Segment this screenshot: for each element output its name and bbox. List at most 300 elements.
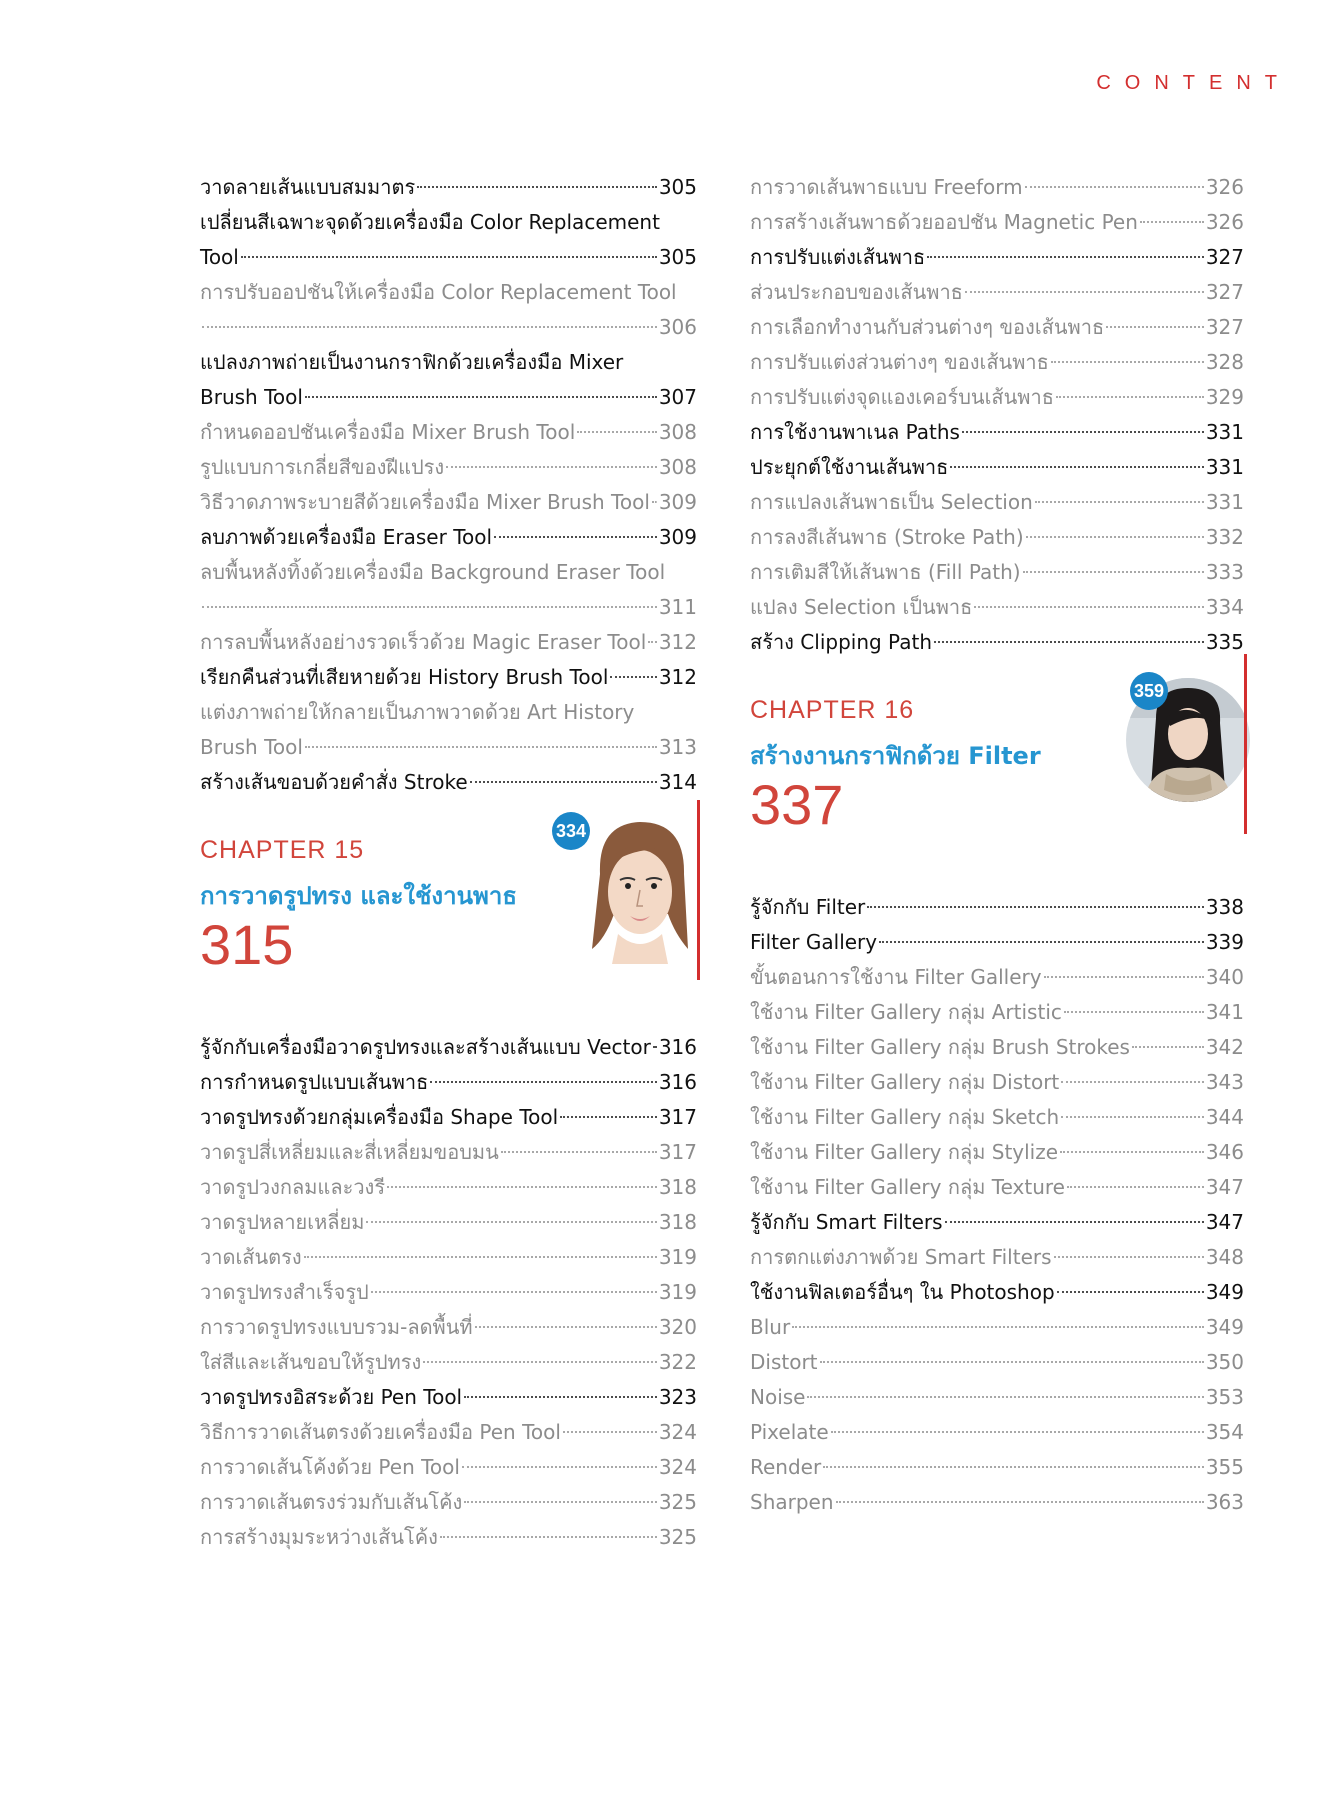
toc-entry: [750, 1100, 1244, 1135]
entry-row: [750, 450, 1244, 485]
entry-page-number: 316: [658, 1070, 697, 1094]
accent-bar: [697, 800, 700, 980]
toc-entry: [200, 1240, 697, 1275]
entry-row: [200, 310, 697, 345]
entry-title: Noise: [750, 1385, 806, 1409]
toc-entry: [750, 590, 1244, 625]
entry-row: [200, 1240, 697, 1275]
dot-leader: [974, 606, 1203, 608]
entry-title: การแปลงเส้นพาธเป็น Selection: [750, 490, 1033, 514]
dot-leader: [475, 1326, 657, 1328]
entry-row: [750, 1205, 1244, 1240]
dot-leader: [648, 641, 657, 643]
chapter-16-block: [750, 660, 1244, 890]
toc-entry: [200, 485, 697, 520]
entry-page-number: 341: [1205, 1000, 1244, 1024]
entry-title: ใช้งานฟิลเตอร์อื่นๆ ใน Photoshop: [750, 1280, 1055, 1304]
entry-list: [750, 890, 1244, 1520]
dot-leader: [462, 1466, 657, 1468]
entry-title: Tool: [200, 245, 239, 269]
entry-page-number: 353: [1205, 1385, 1244, 1409]
entry-page-number: 344: [1205, 1105, 1244, 1129]
entry-page-number: 305: [658, 245, 697, 269]
dot-leader: [1132, 1046, 1204, 1048]
entry-page-number: 327: [1205, 245, 1244, 269]
entry-list: [200, 1030, 697, 1555]
dot-leader: [241, 256, 657, 258]
entry-row: [750, 1485, 1244, 1520]
toc-entry: [750, 1275, 1244, 1310]
toc-entry: [200, 1275, 697, 1310]
entry-page-number: 323: [658, 1385, 697, 1409]
dot-leader: [1054, 1256, 1204, 1258]
entry-title: วิธีวาดภาพระบายสีด้วยเครื่องมือ Mixer Brush Tool: [200, 490, 650, 514]
entry-title: การลบพื้นหลังอย่างรวดเร็วด้วย Magic Eraser Tool: [200, 630, 647, 654]
entry-row: [200, 485, 697, 520]
entry-page-number: 339: [1205, 930, 1244, 954]
entry-page-number: 311: [658, 595, 697, 619]
entry-page-number: 340: [1205, 965, 1244, 989]
entry-row: [750, 170, 1244, 205]
toc-entry: [750, 345, 1244, 380]
toc-entry: [200, 695, 697, 765]
toc-entry: [750, 1240, 1244, 1275]
entry-title: ขั้นตอนการใช้งาน Filter Gallery: [750, 965, 1042, 989]
entry-page-number: 331: [1205, 455, 1244, 479]
entry-title: Distort: [750, 1350, 818, 1374]
toc-entry: [200, 555, 697, 625]
toc-entry: [200, 1205, 697, 1240]
entry-page-number: 308: [658, 420, 697, 444]
entry-row: [750, 1065, 1244, 1100]
entry-title: การวาดรูปทรงแบบรวม-ลดพื้นที่: [200, 1315, 473, 1339]
entry-title: การลงสีเส้นพาธ (Stroke Path): [750, 525, 1024, 549]
toc-entry: [750, 1345, 1244, 1380]
entry-title: วาดรูปทรงด้วยกลุ่มเครื่องมือ Shape Tool: [200, 1105, 559, 1129]
dot-leader: [867, 906, 1204, 908]
toc-entry: [200, 205, 697, 275]
toc-entry: [200, 1310, 697, 1345]
entry-page-number: 331: [1205, 490, 1244, 514]
entry-page-number: 333: [1205, 560, 1244, 584]
entry-page-number: 327: [1205, 280, 1244, 304]
dot-leader: [1064, 1011, 1204, 1013]
entry-page-number: 346: [1205, 1140, 1244, 1164]
dot-leader: [440, 1536, 657, 1538]
entry-page-number: 349: [1205, 1315, 1244, 1339]
entry-row: [200, 1485, 697, 1520]
entry-page-number: 335: [1205, 630, 1244, 654]
entry-page-number: 313: [658, 735, 697, 759]
entry-row: [200, 450, 697, 485]
entry-title: กำหนดออปชันเครื่องมือ Mixer Brush Tool: [200, 420, 576, 444]
entry-row: [200, 240, 697, 275]
entry-page-number: 306: [658, 315, 697, 339]
toc-entry: [200, 275, 697, 345]
entry-page-number: 327: [1205, 315, 1244, 339]
entry-page-number: 329: [1205, 385, 1244, 409]
entry-page-number: 350: [1205, 1350, 1244, 1374]
entry-row: [200, 1275, 697, 1310]
dot-leader: [366, 1221, 656, 1223]
entry-list: [750, 170, 1244, 660]
entry-row: [750, 205, 1244, 240]
toc-entry: [200, 1135, 697, 1170]
accent-bar: [1244, 654, 1247, 834]
entry-list: [200, 170, 697, 800]
toc-entry: [750, 1380, 1244, 1415]
entry-page-number: 318: [658, 1210, 697, 1234]
entry-title: รูปแบบการเกลี่ยสีของฝีแปรง: [200, 455, 445, 479]
right-column: [750, 170, 1244, 1520]
toc-entry: [750, 310, 1244, 345]
entry-row: [750, 275, 1244, 310]
entry-title: การวาดเส้นตรงร่วมกับเส้นโค้ง: [200, 1490, 463, 1514]
dot-leader: [1035, 501, 1204, 503]
entry-page-number: 334: [1205, 595, 1244, 619]
entry-row: [750, 890, 1244, 925]
toc-entry: [750, 1030, 1244, 1065]
toc-entry: [200, 170, 697, 205]
entry-row: [200, 1450, 697, 1485]
toc-entry: [750, 625, 1244, 660]
entry-title: ใช้งาน Filter Gallery กลุ่ม Texture: [750, 1175, 1065, 1199]
entry-title: การสร้างมุมระหว่างเส้นโค้ง: [200, 1525, 438, 1549]
entry-title: การใช้งานพาเนล Paths: [750, 420, 960, 444]
entry-row: [200, 520, 697, 555]
toc-entry: [750, 1205, 1244, 1240]
dot-leader: [792, 1326, 1204, 1328]
entry-title: วาดรูปทรงสำเร็จรูป: [200, 1280, 369, 1304]
entry-title: ลบภาพด้วยเครื่องมือ Eraser Tool: [200, 525, 493, 549]
entry-title: รู้จักกับ Smart Filters: [750, 1210, 943, 1234]
toc-entry: [750, 1170, 1244, 1205]
entry-row: [750, 1170, 1244, 1205]
dot-leader: [836, 1501, 1204, 1503]
chapter-title: สร้างงานกราฟิกด้วย Filter: [750, 742, 1041, 770]
entry-page-number: 314: [658, 770, 697, 794]
toc-entry: [750, 380, 1244, 415]
entry-title: ส่วนประกอบของเส้นพาธ: [750, 280, 963, 304]
dot-leader: [831, 1431, 1204, 1433]
dot-leader: [446, 466, 657, 468]
entry-row: [750, 590, 1244, 625]
entry-title: รู้จักกับเครื่องมือวาดรูปทรงและสร้างเส้นแบบ Vector: [200, 1035, 651, 1059]
entry-title: วาดรูปวงกลมและวงรี: [200, 1175, 386, 1199]
entry-page-number: 320: [658, 1315, 697, 1339]
entry-page-number: 312: [658, 630, 697, 654]
entry-title: การปรับแต่งจุดแองเคอร์บนเส้นพาธ: [750, 385, 1054, 409]
entry-row: [200, 1310, 697, 1345]
dot-leader: [653, 1046, 657, 1048]
toc-entry: [750, 925, 1244, 960]
chapter-label: CHAPTER 15: [200, 836, 365, 864]
entry-title: ใช้งาน Filter Gallery กลุ่ม Brush Strokes: [750, 1035, 1130, 1059]
dot-leader: [417, 186, 657, 188]
entry-page-number: 317: [658, 1140, 697, 1164]
left-column: [200, 170, 697, 1555]
entry-page-number: 342: [1205, 1035, 1244, 1059]
entry-title: สร้าง Clipping Path: [750, 630, 932, 654]
entry-row: [750, 310, 1244, 345]
dot-leader: [652, 501, 657, 503]
dot-leader: [823, 1466, 1204, 1468]
toc-entry: [200, 1415, 697, 1450]
entry-title: วาดเส้นตรง: [200, 1245, 302, 1269]
toc-entry: [200, 520, 697, 555]
entry-row: [200, 415, 697, 450]
dot-leader: [1060, 1151, 1204, 1153]
entry-page-number: 318: [658, 1175, 697, 1199]
dot-leader: [965, 291, 1204, 293]
entry-page-number: 325: [658, 1525, 697, 1549]
toc-entry: [200, 345, 697, 415]
entry-page-number: 328: [1205, 350, 1244, 374]
dot-leader: [1025, 186, 1204, 188]
dot-leader: [1106, 326, 1204, 328]
entry-page-number: 347: [1205, 1175, 1244, 1199]
entry-title: วาดรูปทรงอิสระด้วย Pen Tool: [200, 1385, 463, 1409]
entry-page-number: 316: [658, 1035, 697, 1059]
entry-row: [750, 995, 1244, 1030]
entry-page-number: 354: [1205, 1420, 1244, 1444]
toc-entry: [750, 1065, 1244, 1100]
chapter-page-number: 337: [750, 773, 844, 836]
dot-leader: [962, 431, 1204, 433]
entry-title: การเติมสีให้เส้นพาธ (Fill Path): [750, 560, 1021, 584]
entry-page-number: 343: [1205, 1070, 1244, 1094]
toc-entry: [200, 660, 697, 695]
dot-leader: [305, 396, 657, 398]
toc-entry: [200, 450, 697, 485]
entry-title: การปรับแต่งเส้นพาธ: [750, 245, 926, 269]
chapter-title: การวาดรูปทรง และใช้งานพาธ: [200, 882, 517, 910]
dot-leader: [202, 326, 657, 328]
entry-row: [750, 240, 1244, 275]
dot-leader: [1067, 1186, 1204, 1188]
entry-row: [200, 1415, 697, 1450]
dot-leader: [1061, 1081, 1204, 1083]
toc-entry: [200, 1450, 697, 1485]
entry-row: [750, 345, 1244, 380]
entry-title: ใช้งาน Filter Gallery กลุ่ม Distort: [750, 1070, 1060, 1094]
entry-row: [200, 380, 697, 415]
toc-entry: [200, 1030, 697, 1065]
entry-row: [200, 1205, 697, 1240]
toc-entry: [750, 205, 1244, 240]
toc-entry: [200, 765, 697, 800]
entry-title: รู้จักกับ Filter: [750, 895, 866, 919]
entry-row: [200, 765, 697, 800]
dot-leader: [807, 1396, 1203, 1398]
toc-entry: [200, 1380, 697, 1415]
dot-leader: [1051, 361, 1204, 363]
entry-title: ประยุกต์ใช้งานเส้นพาธ: [750, 455, 949, 479]
entry-row: [200, 1170, 697, 1205]
chapter-page-number: 315: [200, 913, 294, 976]
entry-row: [750, 485, 1244, 520]
entry-row: [200, 660, 697, 695]
entry-page-number: 347: [1205, 1210, 1244, 1234]
entry-page-number: 355: [1205, 1455, 1244, 1479]
dot-leader: [202, 606, 657, 608]
entry-row: [750, 415, 1244, 450]
toc-entry: [750, 890, 1244, 925]
entry-page-number: 307: [658, 385, 697, 409]
entry-row: [750, 1310, 1244, 1345]
entry-row: [750, 1415, 1244, 1450]
dot-leader: [464, 1396, 657, 1398]
entry-row: [200, 1345, 697, 1380]
entry-title: Brush Tool: [200, 385, 303, 409]
toc-entry: [750, 1135, 1244, 1170]
entry-title: การเลือกทำงานกับส่วนต่างๆ ของเส้นพาธ: [750, 315, 1105, 339]
entry-row: [750, 520, 1244, 555]
toc-entry: [750, 1485, 1244, 1520]
entry-row: [750, 960, 1244, 995]
dot-leader: [304, 1256, 657, 1258]
dot-leader: [1056, 396, 1204, 398]
dot-leader: [563, 1431, 657, 1433]
entry-title-line: ลบพื้นหลังทิ้งด้วยเครื่องมือ Background Eraser Tool: [200, 560, 666, 584]
entry-row: [200, 1380, 697, 1415]
entry-title: วาดลายเส้นแบบสมมาตร: [200, 175, 416, 199]
entry-page-number: 325: [658, 1490, 697, 1514]
dot-leader: [610, 676, 656, 678]
entry-row: [200, 1520, 697, 1555]
toc-entry: [750, 275, 1244, 310]
entry-row: [750, 925, 1244, 960]
entry-title: เรียกคืนส่วนที่เสียหายด้วย History Brush Tool: [200, 665, 609, 689]
entry-title: Filter Gallery: [750, 930, 878, 954]
entry-page-number: 338: [1205, 895, 1244, 919]
dot-leader: [423, 1361, 657, 1363]
toc-entry: [750, 415, 1244, 450]
entry-title: ใส่สีและเส้นขอบให้รูปทรง: [200, 1350, 422, 1374]
entry-title: แปลง Selection เป็นพาธ: [750, 595, 973, 619]
entry-row: [750, 1135, 1244, 1170]
entry-title: ใช้งาน Filter Gallery กลุ่ม Stylize: [750, 1140, 1059, 1164]
dot-leader: [430, 1081, 656, 1083]
entry-row: [200, 170, 697, 205]
entry-title: การกำหนดรูปแบบเส้นพาธ: [200, 1070, 429, 1094]
content-header: CONTENT: [1096, 72, 1291, 94]
dot-leader: [387, 1186, 657, 1188]
entry-row: [750, 380, 1244, 415]
entry-title: Brush Tool: [200, 735, 303, 759]
toc-entry: [750, 240, 1244, 275]
entry-title: ใช้งาน Filter Gallery กลุ่ม Artistic: [750, 1000, 1062, 1024]
dot-leader: [1023, 571, 1204, 573]
dot-leader: [494, 536, 657, 538]
entry-page-number: 308: [658, 455, 697, 479]
entry-row: [750, 1380, 1244, 1415]
dot-leader: [1061, 1116, 1204, 1118]
toc-entry: [200, 1345, 697, 1380]
entry-page-number: 319: [658, 1280, 697, 1304]
entry-title: Render: [750, 1455, 822, 1479]
dot-leader: [1026, 536, 1204, 538]
entry-page-number: 363: [1205, 1490, 1244, 1514]
entry-page-number: 349: [1205, 1280, 1244, 1304]
entry-row: [200, 1100, 697, 1135]
dot-leader: [577, 431, 657, 433]
entry-row: [200, 730, 697, 765]
dot-leader: [950, 466, 1203, 468]
entry-row: [750, 1275, 1244, 1310]
entry-title-line: การปรับออปชันให้เครื่องมือ Color Replacement Tool: [200, 280, 677, 304]
entry-page-number: 324: [658, 1455, 697, 1479]
entry-title: วิธีการวาดเส้นตรงด้วยเครื่องมือ Pen Tool: [200, 1420, 561, 1444]
entry-page-number: 322: [658, 1350, 697, 1374]
dot-leader: [470, 781, 657, 783]
entry-title: วาดรูปหลายเหลี่ยม: [200, 1210, 365, 1234]
toc-entry: [750, 555, 1244, 590]
entry-row: [750, 1030, 1244, 1065]
toc-entry: [750, 450, 1244, 485]
toc-entry: [200, 1065, 697, 1100]
entry-page-number: 309: [658, 525, 697, 549]
entry-title: การตกแต่งภาพด้วย Smart Filters: [750, 1245, 1052, 1269]
dot-leader: [927, 256, 1204, 258]
entry-row: [750, 1100, 1244, 1135]
entry-row: [200, 1030, 697, 1065]
toc-entry: [200, 625, 697, 660]
dot-leader: [1057, 1291, 1204, 1293]
entry-row: [750, 555, 1244, 590]
entry-title: Blur: [750, 1315, 791, 1339]
entry-title: การวาดเส้นพาธแบบ Freeform: [750, 175, 1023, 199]
dot-leader: [820, 1361, 1204, 1363]
entry-row: [750, 1450, 1244, 1485]
entry-title-line: แปลงภาพถ่ายเป็นงานกราฟิกด้วยเครื่องมือ Mixer: [200, 350, 624, 374]
toc-entry: [750, 170, 1244, 205]
illustrated-woman-face-icon: [580, 814, 700, 964]
chapter-badge: 359: [1130, 672, 1168, 710]
entry-title: การวาดเส้นโค้งด้วย Pen Tool: [200, 1455, 460, 1479]
entry-page-number: 312: [658, 665, 697, 689]
entry-title: Pixelate: [750, 1420, 829, 1444]
entry-page-number: 324: [658, 1420, 697, 1444]
toc-entry: [750, 485, 1244, 520]
chapter-15-block: [200, 800, 697, 1030]
entry-title: การสร้างเส้นพาธด้วยออปชัน Magnetic Pen: [750, 210, 1138, 234]
dot-leader: [945, 1221, 1204, 1223]
entry-row: [750, 625, 1244, 660]
entry-page-number: 332: [1205, 525, 1244, 549]
toc-entry: [750, 1310, 1244, 1345]
dot-leader: [371, 1291, 657, 1293]
entry-page-number: 319: [658, 1245, 697, 1269]
entry-title: การปรับแต่งส่วนต่างๆ ของเส้นพาธ: [750, 350, 1049, 374]
entry-page-number: 305: [658, 175, 697, 199]
toc-entry: [750, 1450, 1244, 1485]
entry-page-number: 309: [658, 490, 697, 514]
entry-row: [750, 1345, 1244, 1380]
dot-leader: [934, 641, 1204, 643]
entry-page-number: 326: [1205, 175, 1244, 199]
toc-entry: [750, 995, 1244, 1030]
entry-title: สร้างเส้นขอบด้วยคำสั่ง Stroke: [200, 770, 468, 794]
entry-title-line: แต่งภาพถ่ายให้กลายเป็นภาพวาดด้วย Art History: [200, 700, 635, 724]
dot-leader: [1140, 221, 1204, 223]
toc-entry: [200, 1170, 697, 1205]
entry-page-number: 348: [1205, 1245, 1244, 1269]
chapter-badge: 334: [552, 812, 590, 850]
entry-page-number: 331: [1205, 420, 1244, 444]
entry-page-number: 326: [1205, 210, 1244, 234]
dot-leader: [305, 746, 657, 748]
